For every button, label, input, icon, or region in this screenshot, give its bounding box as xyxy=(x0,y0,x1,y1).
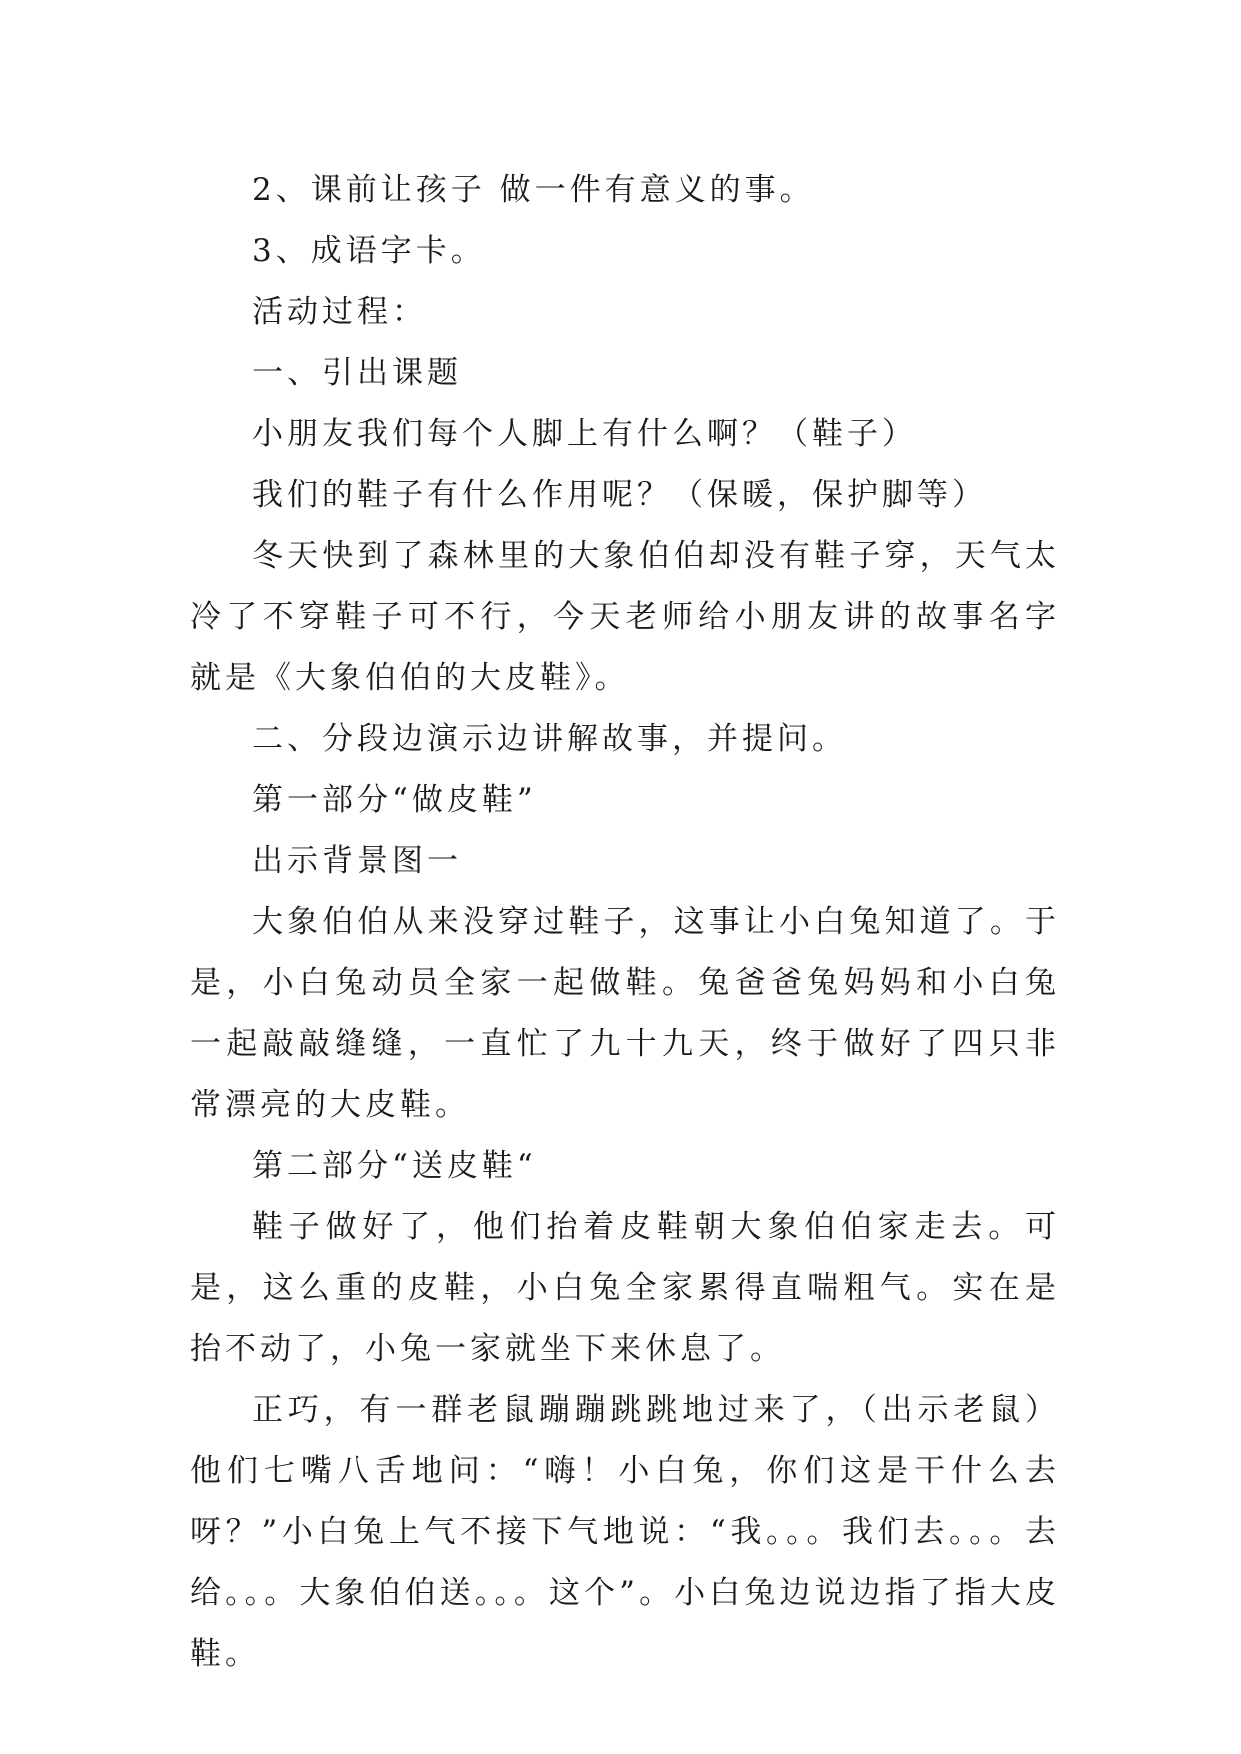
paragraph-story-part-1: 大象伯伯从来没穿过鞋子，这事让小白兔知道了。于是，小白兔动员全家一起做鞋。兔爸爸兔妈妈和小白兔一起敲敲缝缝，一直忙了九十九天，终于做好了四只非常漂亮的大皮鞋。 xyxy=(190,904,1060,1123)
heading-part-1: 第一部分“做皮鞋” xyxy=(252,782,537,818)
paragraph-story-intro: 冬天快到了森林里的大象伯伯却没有鞋子穿，天气太冷了不穿鞋子可不行，今天老师给小朋友讲的故事名字就是《大象伯伯的大皮鞋》。 xyxy=(190,538,1060,696)
paragraph-question-shoes: 小朋友我们每个人脚上有什么啊？（鞋子） xyxy=(252,416,917,452)
document-page xyxy=(190,160,1060,1685)
paragraph-story-part-2b: 正巧，有一群老鼠蹦蹦跳跳地过来了，（出示老鼠）他们七嘴八舌地问：“嗨！小白兔，你们这是干什么去呀？”小白兔上气不接下气地说：“我。。。我们去。。。去给。。。大象伯伯送。。。这个”。小白兔边说边指了指大皮鞋。 xyxy=(190,1392,1060,1672)
heading-part-2: 第二部分“送皮鞋“ xyxy=(252,1148,537,1184)
heading-section-2: 二、分段边演示边讲解故事，并提问。 xyxy=(252,721,847,757)
heading-section-1: 一、引出课题 xyxy=(252,355,462,391)
paragraph-show-image: 出示背景图一 xyxy=(252,843,462,879)
paragraph-question-use: 我们的鞋子有什么作用呢？（保暖，保护脚等） xyxy=(252,477,987,513)
paragraph-prep-item-3: 3、成语字卡。 xyxy=(252,233,486,269)
paragraph-story-part-2a: 鞋子做好了，他们抬着皮鞋朝大象伯伯家走去。可是，这么重的皮鞋，小白兔全家累得直喘粗气。实在是抬不动了，小兔一家就坐下来休息了。 xyxy=(190,1209,1060,1367)
paragraph-prep-item-2: 2、课前让孩子 做一件有意义的事。 xyxy=(252,172,815,208)
heading-activity-process: 活动过程： xyxy=(252,294,427,330)
